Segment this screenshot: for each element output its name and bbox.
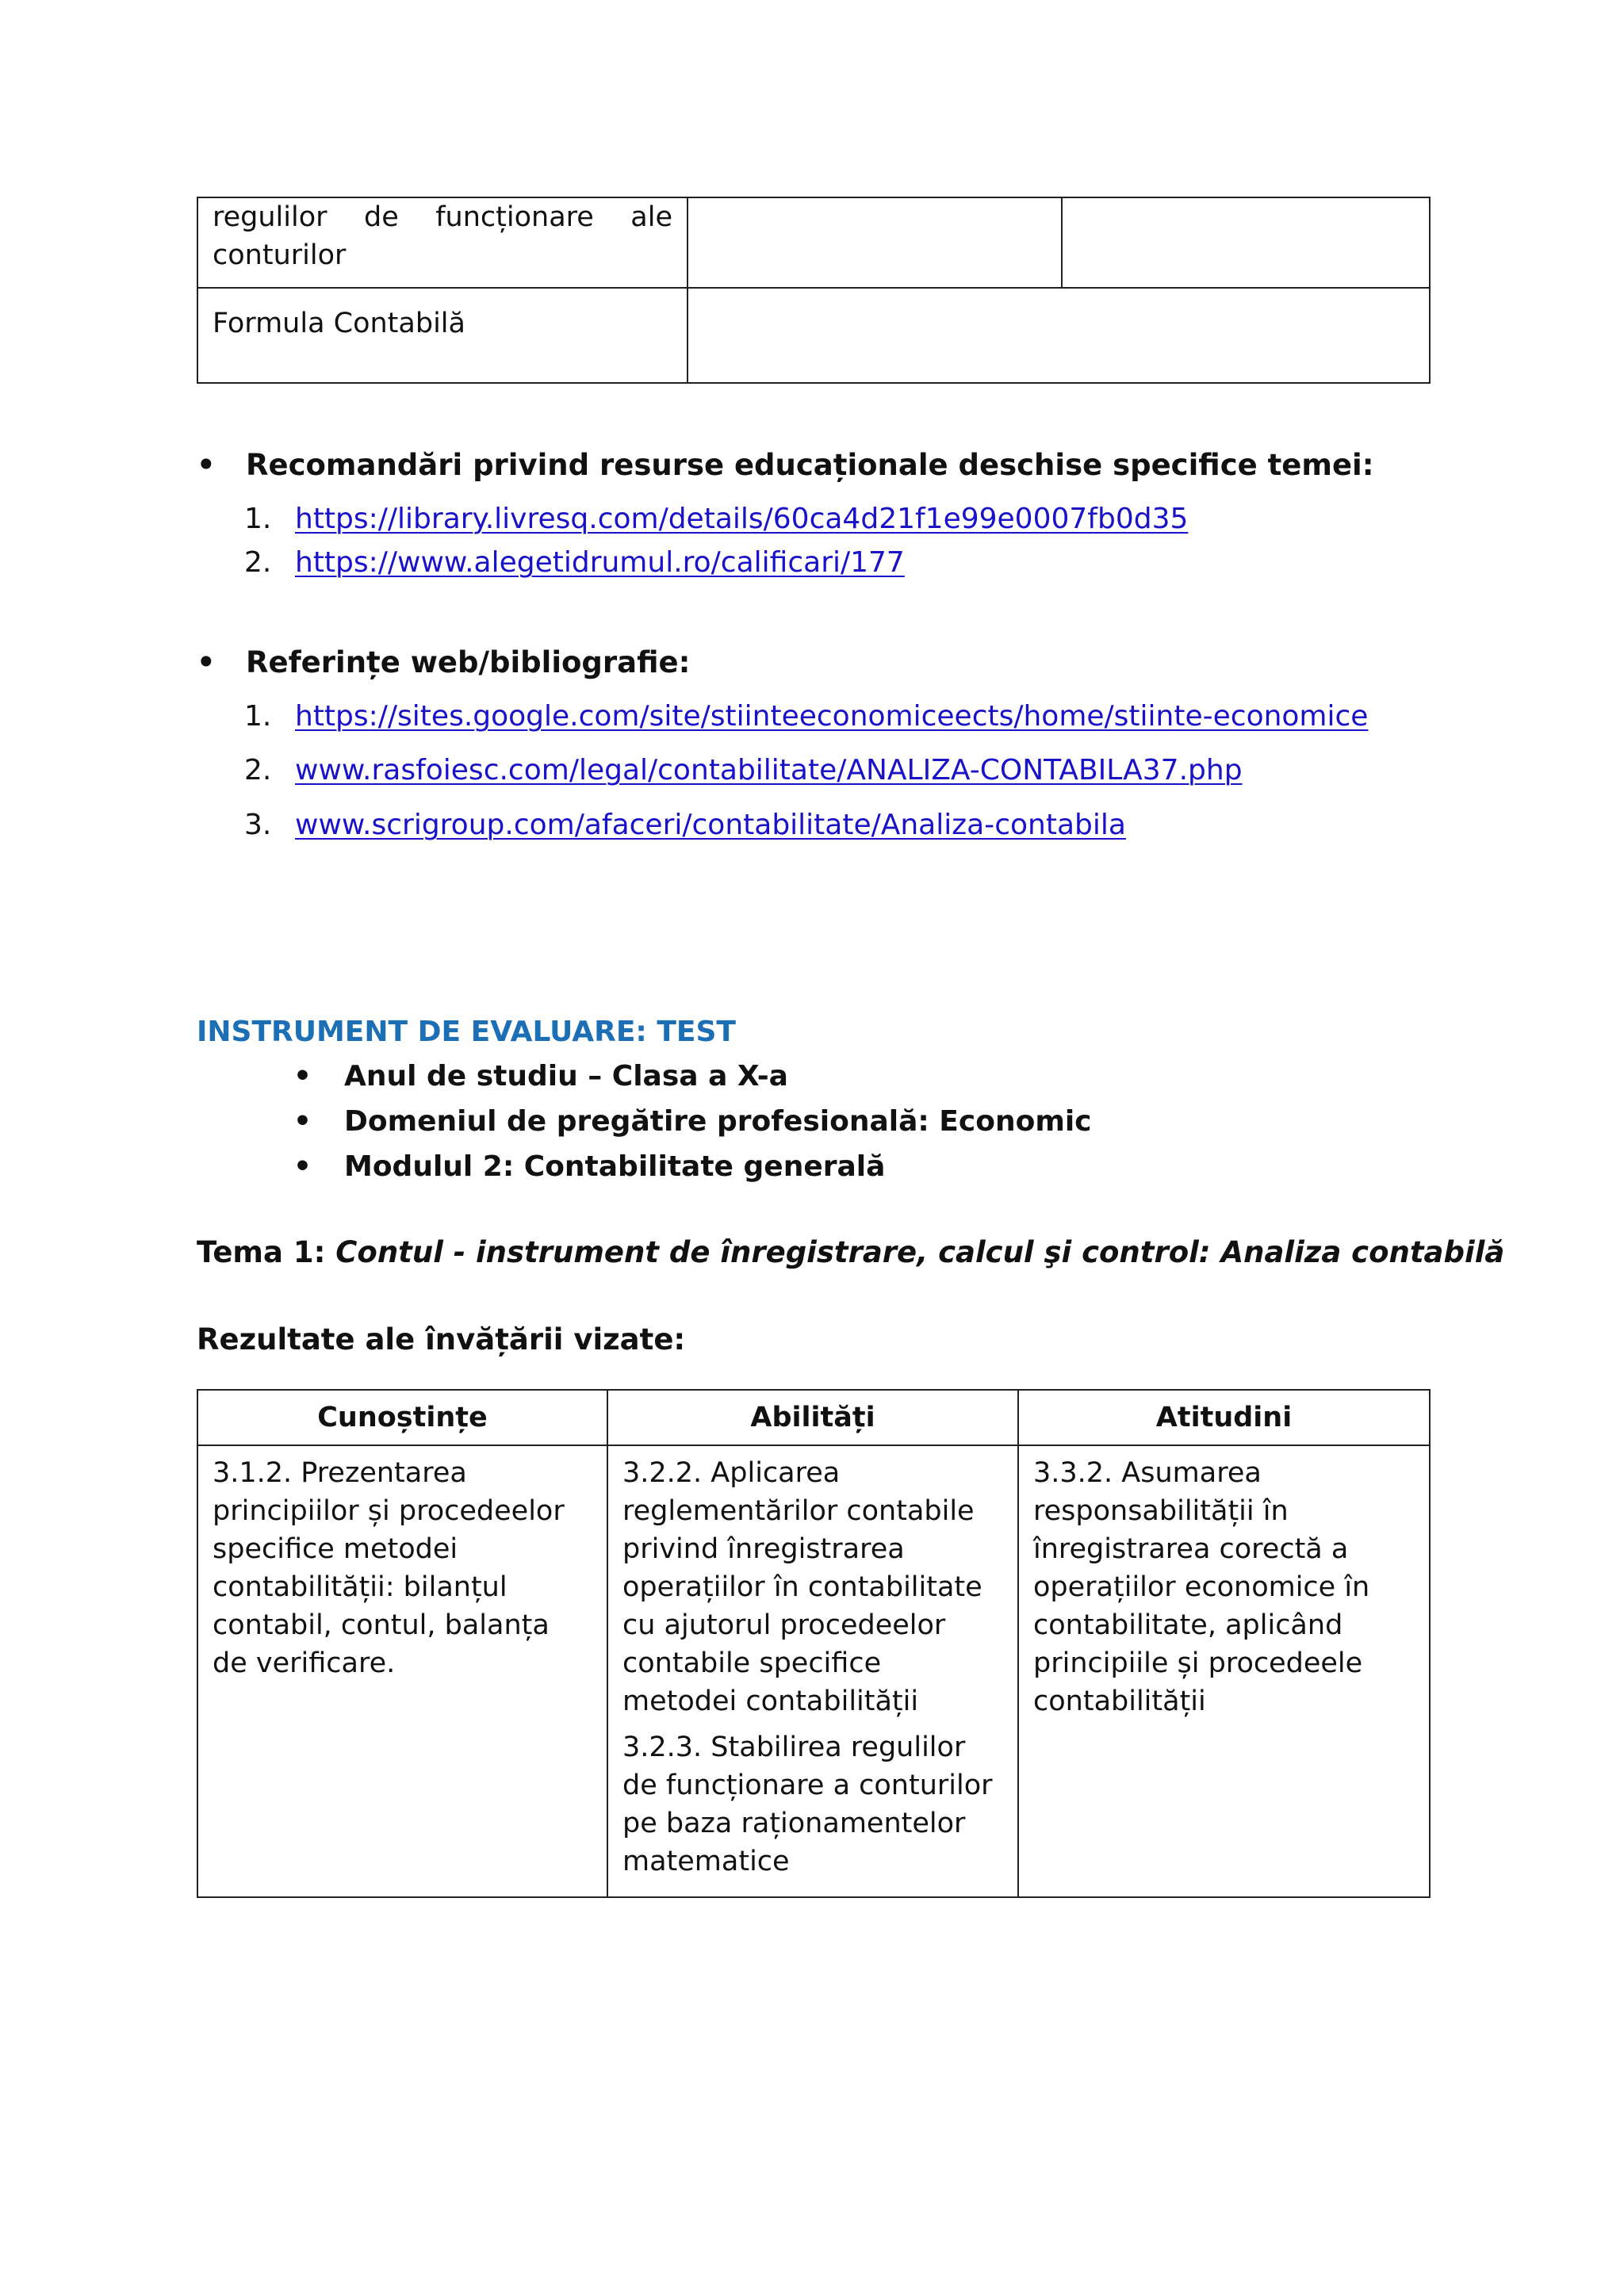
abilitati-cell bbox=[607, 1445, 1018, 1897]
list-item bbox=[244, 544, 905, 582]
list-item bbox=[244, 698, 1368, 736]
cell-text: 3.2.2. Aplicarea reglementărilor contabile privind înregistrarea operațiilor în contabilitate cu ajutorul procedeelor contabile specifice metodei contabilității bbox=[622, 1457, 982, 1717]
list-item bbox=[244, 752, 1243, 790]
top-table bbox=[197, 197, 1431, 384]
list-number: 2. bbox=[244, 754, 272, 786]
tema-value: Contul - instrument de înregistrare, calcul şi control: Analiza contabilă bbox=[335, 1235, 1505, 1269]
rezultate-table bbox=[197, 1389, 1431, 1898]
tema-line bbox=[197, 1234, 1504, 1272]
column-header: Abilități bbox=[607, 1390, 1018, 1445]
column-header: Atitudini bbox=[1018, 1390, 1430, 1445]
references-heading-text: Referințe web/bibliografie: bbox=[246, 645, 691, 679]
cunostinte-cell bbox=[197, 1445, 607, 1897]
instrument-bullet-text: Anul de studiu – Clasa a X-a bbox=[344, 1060, 788, 1093]
cell-text: 3.2.3. Stabilirea regulilor de funcționare a conturilor pe baza raționamentelor matematice bbox=[622, 1732, 993, 1877]
cell-text: Formula Contabilă bbox=[213, 308, 465, 339]
reference-link-3[interactable]: www.scrigroup.com/afaceri/contabilitate/Analiza-contabila bbox=[295, 809, 1126, 841]
rezultate-heading: Rezultate ale învățării vizate: bbox=[197, 1322, 686, 1357]
resources-heading-text: Recomandări privind resurse educaționale deschise specifice temei: bbox=[246, 448, 1374, 482]
table-row bbox=[197, 1445, 1430, 1897]
list-number: 3. bbox=[244, 809, 272, 841]
table-header-row bbox=[197, 1390, 1430, 1445]
table-cell-empty bbox=[1062, 197, 1430, 288]
table-row bbox=[197, 288, 1430, 383]
table-cell-empty bbox=[688, 288, 1430, 383]
list-number: 2. bbox=[244, 546, 272, 579]
list-item bbox=[244, 500, 1188, 538]
bullet-icon: • bbox=[197, 448, 216, 482]
reference-link-2[interactable]: www.rasfoiesc.com/legal/contabilitate/ANALIZA-CONTABILA37.php bbox=[295, 754, 1243, 786]
instrument-bullet-text: Modulul 2: Contabilitate generală bbox=[344, 1150, 886, 1183]
bullet-icon: • bbox=[293, 1060, 312, 1093]
table-cell-empty bbox=[688, 197, 1062, 288]
instrument-bullet-text: Domeniul de pregătire profesională: Economic bbox=[344, 1105, 1092, 1138]
resource-link-1[interactable]: https://library.livresq.com/details/60ca4d21f1e99e0007fb0d35 bbox=[295, 503, 1189, 535]
instrument-title: INSTRUMENT DE EVALUARE: TEST bbox=[197, 1016, 736, 1048]
resource-link-2[interactable]: https://www.alegetidrumul.ro/calificari/177 bbox=[295, 546, 905, 579]
cell-text: 3.3.2. Asumarea responsabilității în înregistrarea corectă a operațiilor economice în contabilitate, aplicând principiile și procedeele contabilității bbox=[1033, 1457, 1370, 1717]
table-row bbox=[197, 197, 1430, 288]
cell-text: 3.1.2. Prezentarea principiilor și procedeelor specifice metodei contabilității: bilanțul contabil, contul, balanța de verificare. bbox=[213, 1457, 565, 1679]
cell-text: regulilor de funcționare ale conturilor bbox=[213, 201, 672, 271]
list-number: 1. bbox=[244, 503, 272, 535]
tema-label: Tema 1: bbox=[197, 1235, 336, 1269]
column-header: Cunoștințe bbox=[197, 1390, 607, 1445]
list-item bbox=[244, 806, 1126, 844]
table-cell bbox=[197, 197, 688, 288]
list-number: 1. bbox=[244, 700, 272, 733]
reference-link-1[interactable]: https://sites.google.com/site/stiinteeconomiceects/home/stiinte-economice bbox=[295, 700, 1369, 733]
table-cell bbox=[197, 288, 688, 383]
atitudini-cell bbox=[1018, 1445, 1430, 1897]
bullet-icon: • bbox=[293, 1105, 312, 1138]
bullet-icon: • bbox=[197, 645, 216, 679]
bullet-icon: • bbox=[293, 1150, 312, 1183]
